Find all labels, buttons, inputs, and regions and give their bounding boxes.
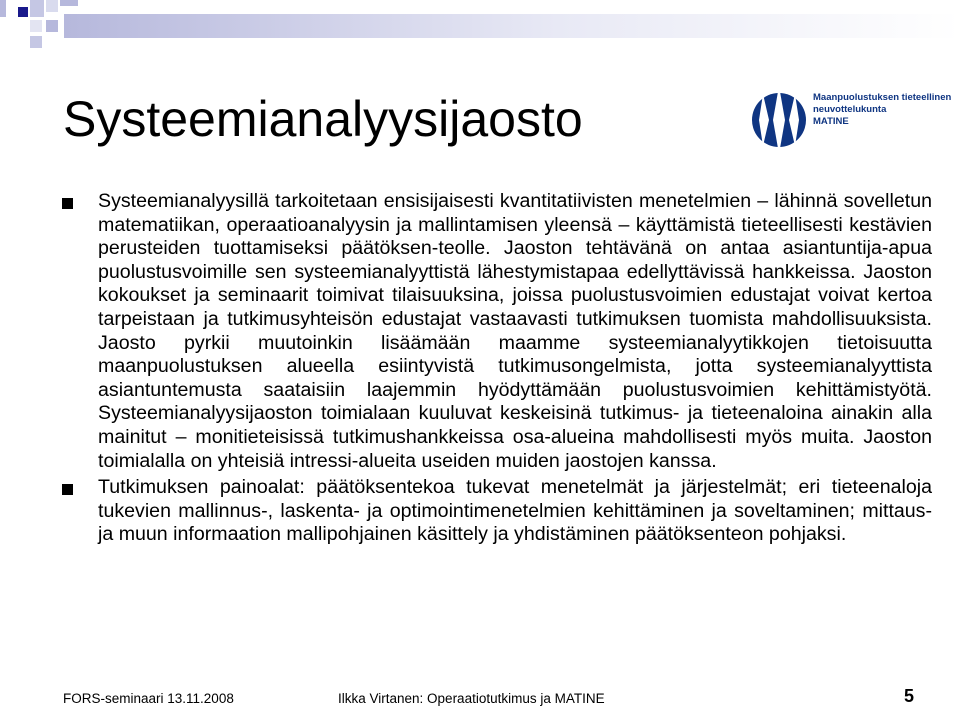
deco-square — [60, 0, 78, 6]
deco-gradient-bar — [64, 14, 960, 38]
bullet-square-icon — [62, 198, 73, 209]
bullet-list — [62, 190, 932, 550]
bullet-item — [62, 190, 932, 473]
deco-square — [30, 0, 44, 17]
deco-square — [18, 7, 28, 17]
bullet-text: Systeemianalyysillä tarkoitetaan ensisijaisesti kvantitatiivisten menetelmien – lähinnä sovelletun matematiikan, operaatioanalyysin ja mallintamisen yleensä – käyttämistä tieteellisesti kestävien perusteiden tuottamiseksi päätöksen-teolle. Jaoston tehtävänä on antaa asiantuntija-apua puolustusvoimille sen systeemianalyyttistä lähestymistapaa edellyttävissä hankkeissa. Jaoston kokoukset ja seminaarit toimivat tilaisuuksina, joissa puolustusvoimien edustajat voivat kertoa tarpeistaan ja tutkimusyhteisön edustajat vastaavasti tutkimuksen tuomista mahdollisuuksista. Jaosto pyrkii muutoinkin lisäämään maamme systeemianalyytikkojen tietoisuutta maanpuolustuksen alueella esiintyvistä tutkimusongelmista, jotta systeemianalyyttista asiantuntemusta saataisiin laajemmin hyödyttämään puolustusvoimien kehittämistyötä. Systeemianalyysijaoston toimialaan kuuluvat keskeisinä tutkimus- ja tieteenaloina ainakin alla mainitut – monitieteisissä tutkimushankkeissa osa-alueina mahdollisesti myös muita. Jaoston toimialalla on yhteisiä intressi-alueita useiden muiden jaostojen kanssa. — [98, 190, 932, 472]
matine-emblem-icon — [750, 84, 808, 156]
deco-square — [46, 0, 58, 12]
logo-line-1: Maanpuolustuksen tieteellinen — [813, 92, 952, 103]
footer-event-date: FORS-seminaari 13.11.2008 — [63, 691, 234, 706]
bullet-square-icon — [62, 484, 73, 495]
bullet-text: Tutkimuksen painoalat: päätöksentekoa tukevat menetelmät ja järjestelmät; eri tieteenaloja tukevien mallinnus-, laskenta- ja optimointimenetelmien kehittäminen ja soveltaminen; mittaus- ja muun informaation mallipohjainen käsittely ja yhdistäminen päätöksenteon pohjaksi. — [98, 476, 932, 546]
page-number: 5 — [904, 686, 915, 706]
logo-text — [813, 92, 951, 128]
logo-line-2: neuvottelukunta — [813, 104, 887, 115]
deco-square — [0, 0, 6, 17]
deco-square — [30, 36, 42, 48]
logo-line-3: MATINE — [813, 116, 849, 127]
matine-logo — [750, 84, 950, 156]
deco-square — [46, 20, 58, 32]
page-title: Systeemianalyysijaosto — [63, 91, 583, 147]
footer-author-title: Ilkka Virtanen: Operaatiotutkimus ja MATINE — [338, 691, 605, 706]
bullet-item — [62, 476, 932, 547]
deco-square — [30, 20, 42, 32]
